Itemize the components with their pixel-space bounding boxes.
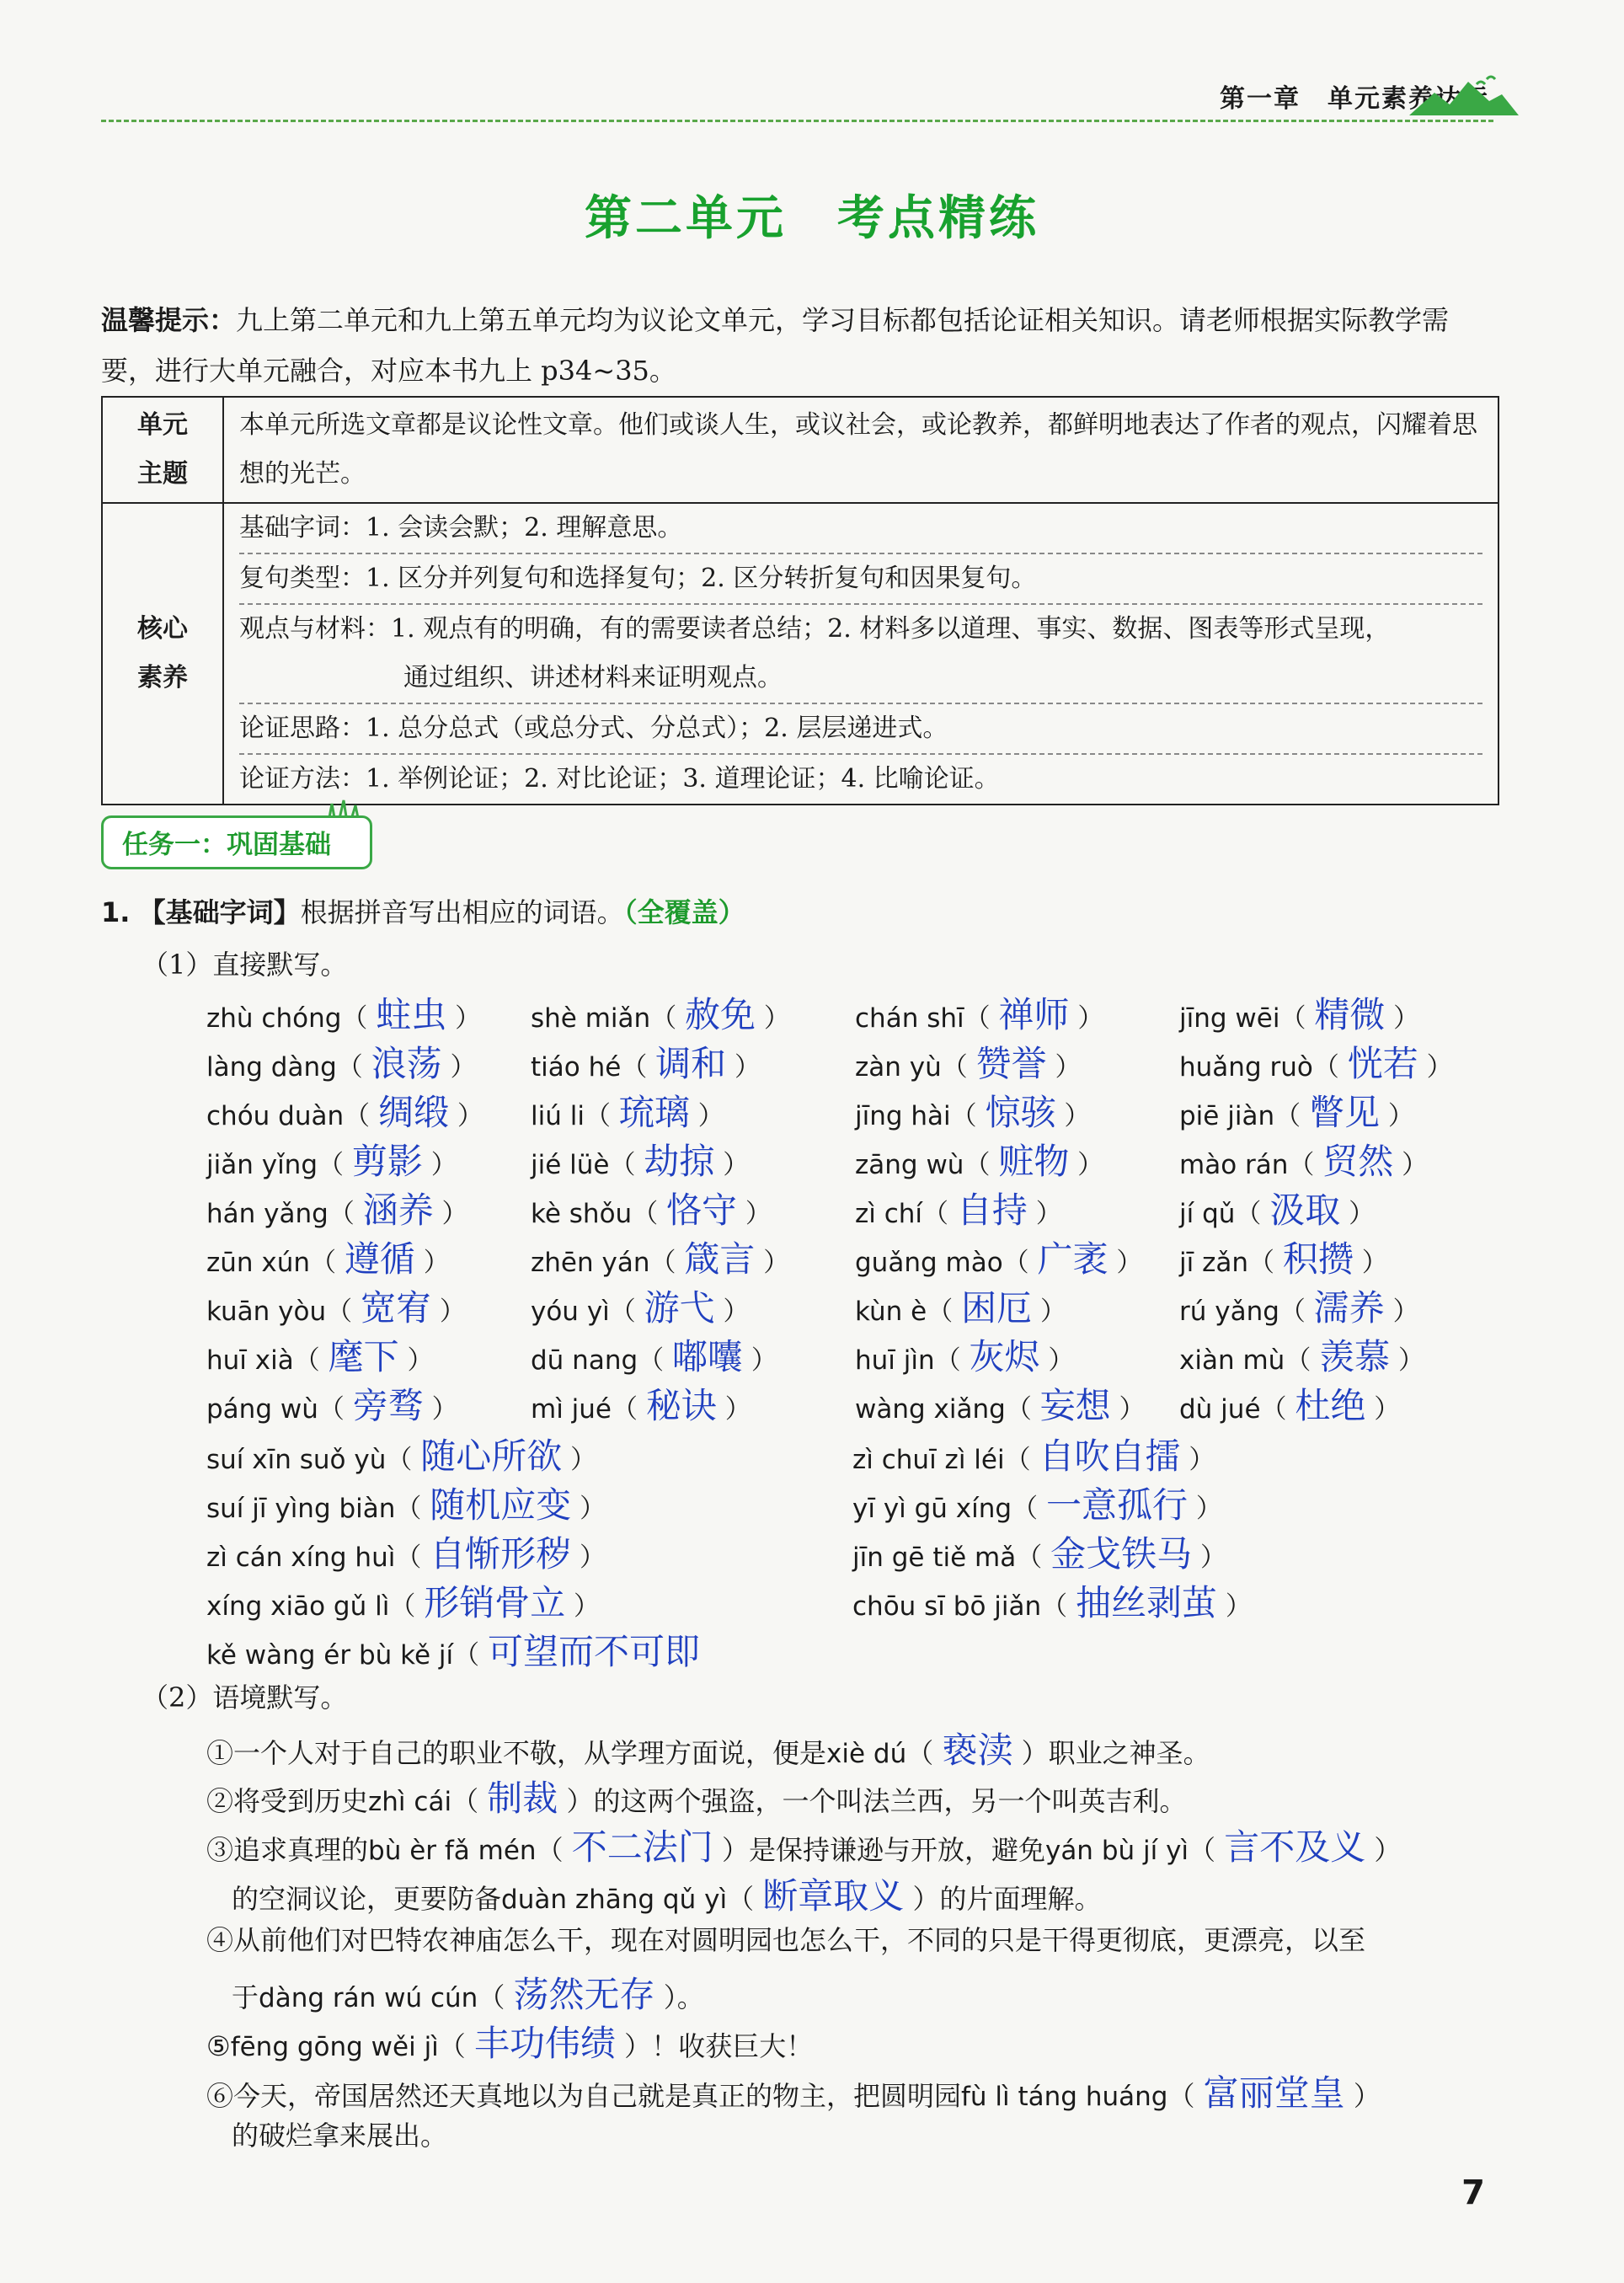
idiom-item: zì cán xíng huì（ 自惭形秽 ） (206, 1533, 606, 1575)
word-item: zì chí（ 自持 ） (855, 1190, 1062, 1231)
word-item: jié lüè（ 劫掠 ） (531, 1141, 750, 1182)
word-item: zàn yù（ 赞誉 ） (855, 1043, 1082, 1084)
answer: 荡然无存 (513, 1974, 655, 2015)
word-item: jiǎn yǐng（ 剪影 ） (206, 1141, 457, 1182)
theme-label: 单元主题 (102, 397, 223, 503)
answer: 丰功伟绩 (473, 2023, 616, 2064)
core-row: 观点与材料：1. 观点有的明确，有的需要读者总结；2. 材料多以道理、事实、数据、图表等形式呈现， (239, 614, 1391, 644)
answer: 富丽堂皇 (1203, 2072, 1345, 2114)
answer: 精微 (1314, 994, 1386, 1035)
word-item: yóu yì（ 游弋 ） (531, 1287, 750, 1329)
tip-text: 九上第二单元和九上第五单元均为议论文单元，学习目标都包括论证相关知识。请老师根据实际教学需要，进行大单元融合，对应本书九上 p34~35。 (101, 304, 1450, 387)
word-item: zhù chóng（ 蛀虫 ） (206, 994, 482, 1035)
task-badge: 任务一：巩固基础 (101, 815, 372, 869)
answer: 调和 (655, 1043, 727, 1084)
idiom-item: kě wàng ér bù kě jí（ 可望而不可即 (206, 1631, 701, 1672)
word-item: xiàn mù（ 羡慕 ） (1179, 1336, 1425, 1377)
answer: 自惭形秽 (430, 1533, 572, 1575)
theme-text: 本单元所选文章都是议论性文章。他们或谈人生，或议社会，或论教养，都鲜明地表达了作者的观点，闪耀着思想的光芒。 (223, 397, 1498, 503)
answer: 羡慕 (1319, 1336, 1391, 1377)
answer: 绸缎 (378, 1092, 450, 1133)
answer: 恍若 (1347, 1043, 1418, 1084)
word-item: páng wù（ 旁骛 ） (206, 1385, 458, 1426)
core-row: 通过组织、讲述材料来证明观点。 (239, 654, 1482, 704)
word-item: tiáo hé（ 调和 ） (531, 1043, 761, 1084)
subquestion-1: （1）直接默写。 (142, 949, 348, 981)
word-item: chóu duàn（ 绸缎 ） (206, 1092, 483, 1133)
idiom-item: zì chuī zì léi（ 自吹自擂 ） (852, 1436, 1215, 1477)
answer: 游弋 (644, 1287, 715, 1329)
context-line-1: ①一个人对于自己的职业不敬，从学理方面说，便是xiè dú（ 亵渎 ）职业之神圣。 (206, 1730, 1210, 1771)
word-item: kè shǒu（ 恪守 ） (531, 1190, 772, 1231)
answer: 秘诀 (645, 1385, 717, 1426)
answer: 禅师 (998, 994, 1070, 1035)
answer: 抽丝剥茧 (1076, 1582, 1218, 1623)
answer: 贸然 (1322, 1141, 1394, 1182)
answer: 亵渎 (942, 1730, 1013, 1771)
word-item: mì jué（ 秘诀 ） (531, 1385, 751, 1426)
answer: 言不及义 (1224, 1826, 1366, 1868)
context-line-5: ⑤fēng gōng wěi jì（ 丰功伟绩 ）！收获巨大！ (206, 2023, 814, 2064)
answer: 制裁 (487, 1778, 558, 1819)
idiom-item: yī yì gū xíng（ 一意孤行 ） (852, 1484, 1222, 1526)
idiom-item: chōu sī bō jiǎn（ 抽丝剥茧 ） (852, 1582, 1252, 1623)
tip-paragraph (101, 295, 1498, 396)
answer: 随心所欲 (420, 1436, 563, 1477)
answer: 宽宥 (360, 1287, 431, 1329)
answer: 困厄 (961, 1287, 1033, 1329)
word-item: zāng wù（ 赃物 ） (855, 1141, 1104, 1182)
page-title (0, 181, 1624, 249)
answer: 旁骛 (352, 1385, 424, 1426)
core-rows (223, 503, 1498, 805)
answer: 不二法门 (571, 1826, 713, 1868)
answer: 剪影 (351, 1141, 423, 1182)
core-row: 复句类型：1. 区分并列复句和选择复句；2. 区分转折复句和因果复句。 (239, 554, 1482, 605)
page-number: 7 (1461, 2173, 1485, 2212)
word-item: huī xià（ 麾下 ） (206, 1336, 434, 1377)
word-item: hán yǎng（ 涵养 ） (206, 1190, 468, 1231)
word-item: rú yǎng（ 濡养 ） (1179, 1287, 1419, 1329)
word-item: liú li（ 琉璃 ） (531, 1092, 724, 1133)
answer: 金戈铁马 (1050, 1533, 1193, 1575)
answer: 濡养 (1313, 1287, 1385, 1329)
answer: 汲取 (1269, 1190, 1341, 1231)
word-item: zhēn yán（ 箴言 ） (531, 1238, 790, 1280)
answer: 一意孤行 (1045, 1484, 1188, 1526)
word-item: jīng hài（ 惊骇 ） (855, 1092, 1091, 1133)
answer: 杜绝 (1295, 1385, 1366, 1426)
context-line-6: ⑥今天，帝国居然还天真地以为自己就是真正的物主，把圆明园fù lì táng huáng（ 富丽堂皇 ） (206, 2072, 1381, 2114)
idiom-item: xíng xiāo gǔ lì（ 形销骨立 ） (206, 1582, 601, 1623)
word-item: huī jìn（ 灰烬 ） (855, 1336, 1075, 1377)
answer: 箴言 (684, 1238, 756, 1280)
word-item: wàng xiǎng（ 妄想 ） (855, 1385, 1146, 1426)
word-item: kùn è（ 困厄 ） (855, 1287, 1066, 1329)
answer: 形销骨立 (424, 1582, 566, 1623)
word-item: shè miǎn（ 赦免 ） (531, 994, 790, 1035)
answer: 蛀虫 (376, 994, 447, 1035)
answer: 妄想 (1039, 1385, 1111, 1426)
question-1: 1. 【基础字词】根据拼音写出相应的词语。（全覆盖） (101, 896, 745, 928)
subquestion-2: （2）语境默写。 (142, 1682, 348, 1714)
answer: 自吹自擂 (1039, 1436, 1181, 1477)
answer: 瞥见 (1308, 1092, 1380, 1133)
title-part2: 考点精练 (837, 190, 1039, 246)
word-item: dū nang（ 嘟囔 ） (531, 1336, 777, 1377)
context-line-6b: 的破烂拿来展出。 (232, 2120, 448, 2152)
answer: 惊骇 (985, 1092, 1056, 1133)
core-label: 核心素养 (102, 503, 223, 805)
answer: 涵养 (362, 1190, 434, 1231)
context-line-2: ②将受到历史zhì cái（ 制裁 ）的这两个强盗，一个叫法兰西，另一个叫英吉利。 (206, 1778, 1187, 1819)
word-item: piē jiàn（ 瞥见 ） (1179, 1092, 1414, 1133)
answer: 恪守 (666, 1190, 738, 1231)
core-row: 论证思路：1. 总分总式（或总分式、分总式）；2. 层层递进式。 (239, 704, 1482, 755)
idiom-item: jīn gē tiě mǎ（ 金戈铁马 ） (852, 1533, 1226, 1575)
context-line-3b: 的空洞议论，更要防备duàn zhāng qǔ yì（ 断章取义 ）的片面理解。 (232, 1875, 1102, 1917)
answer: 麾下 (328, 1336, 399, 1377)
word-item: jī zǎn（ 积攒 ） (1179, 1238, 1388, 1280)
word-item: jīng wēi（ 精微 ） (1179, 994, 1420, 1035)
answer: 断章取义 (762, 1875, 905, 1917)
word-item: mào rán（ 贸然 ） (1179, 1141, 1429, 1182)
answer: 嘟囔 (672, 1336, 744, 1377)
word-item: kuān yòu（ 宽宥 ） (206, 1287, 466, 1329)
answer: 广袤 (1037, 1238, 1108, 1280)
answer: 随机应变 (430, 1484, 572, 1526)
chapter-header: 第一章 单元素养达标 (1220, 84, 1489, 114)
answer: 琉璃 (618, 1092, 690, 1133)
word-item: làng dàng（ 浪荡 ） (206, 1043, 477, 1084)
answer: 积攒 (1282, 1238, 1354, 1280)
core-row: 基础字词：1. 会读会默；2. 理解意思。 (239, 504, 1482, 554)
overview-table (101, 396, 1499, 805)
mountain-icon (1409, 69, 1519, 120)
answer: 可望而不可即 (488, 1631, 701, 1672)
context-line-4: ④从前他们对巴特农神庙怎么干，现在对圆明园也怎么干，不同的只是干得更彻底，更漂亮，以至 (206, 1924, 1366, 1956)
answer: 赃物 (998, 1141, 1070, 1182)
title-part1: 第二单元 (585, 190, 787, 246)
answer: 赦免 (685, 994, 756, 1035)
answer: 自持 (956, 1190, 1028, 1231)
answer: 遵循 (344, 1238, 415, 1280)
header-divider (101, 120, 1493, 122)
idiom-item: suí jī yìng biàn（ 随机应变 ） (206, 1484, 606, 1526)
answer: 赞誉 (975, 1043, 1047, 1084)
tip-label: 温馨提示： (101, 304, 237, 336)
idiom-item: suí xīn suǒ yù（ 随心所欲 ） (206, 1436, 597, 1477)
word-item: chán shī（ 禅师 ） (855, 994, 1104, 1035)
answer: 劫掠 (644, 1141, 715, 1182)
answer: 浪荡 (371, 1043, 442, 1084)
context-line-3: ③追求真理的bù èr fǎ mén（ 不二法门 ）是保持谦逊与开放，避免yán bù jí yì（ 言不及义 ） (206, 1826, 1402, 1868)
context-line-4b: 于dàng rán wú cún（ 荡然无存 ）。 (232, 1974, 704, 2015)
word-item: huǎng ruò（ 恍若 ） (1179, 1043, 1453, 1084)
word-item: zūn xún（ 遵循 ） (206, 1238, 450, 1280)
word-item: guǎng mào（ 广袤 ） (855, 1238, 1143, 1280)
core-row: 论证方法：1. 举例论证；2. 对比论证；3. 道理论证；4. 比喻论证。 (239, 764, 1000, 794)
word-item: jí qǔ（ 汲取 ） (1179, 1190, 1376, 1231)
word-item: dù jué（ 杜绝 ） (1179, 1385, 1401, 1426)
answer: 灰烬 (969, 1336, 1040, 1377)
